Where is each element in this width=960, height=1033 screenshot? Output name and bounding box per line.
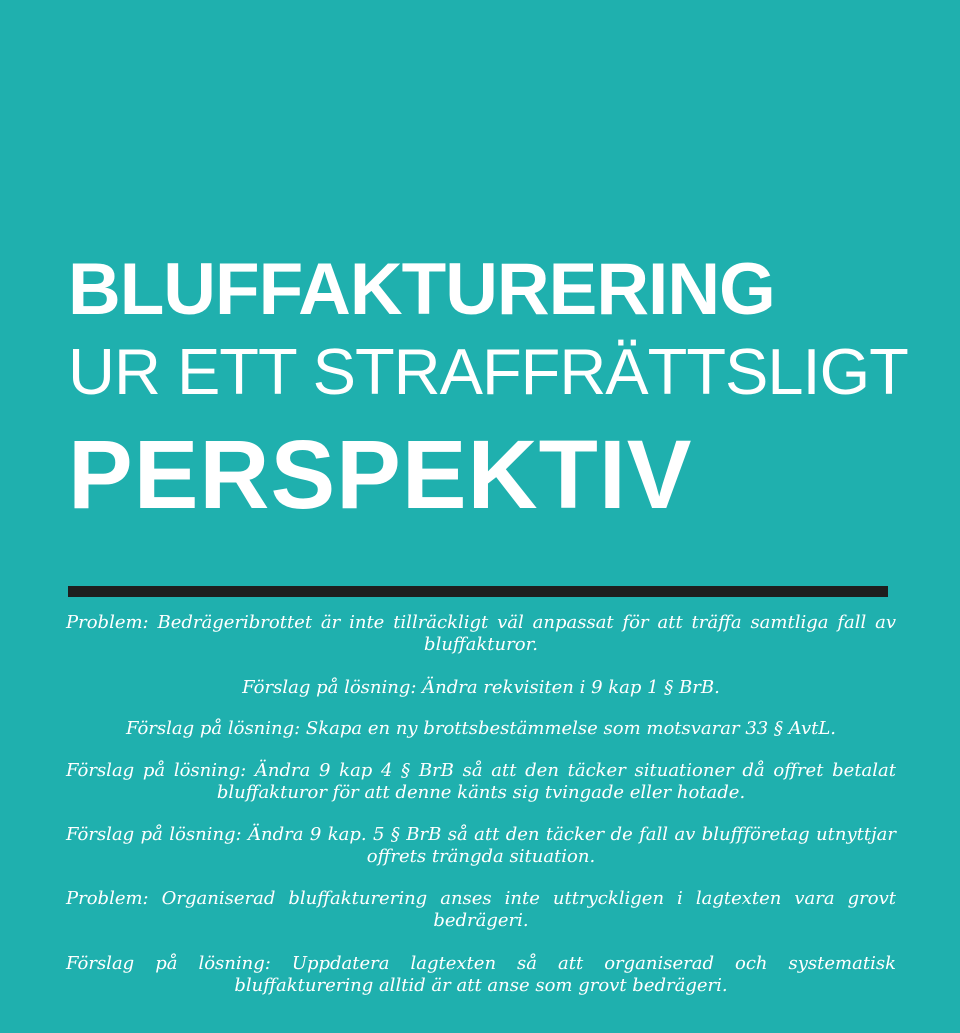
title-line-2: UR ETT STRAFFRÄTTSLIGT <box>68 335 908 408</box>
title-block <box>68 248 908 538</box>
divider-rule <box>68 586 888 597</box>
paragraph-problem-1: Problem: Bedrägeribrottet är inte tillräckligt väl anpassat för att träffa samtliga fall av bluffakturor. <box>66 612 896 655</box>
title-line-3: PERSPEKTIV <box>68 420 693 529</box>
paragraph-proposal-4: Förslag på lösning: Ändra 9 kap. 5 § BrB så att den täcker de fall av bluffföretag utnyttjar offrets trängda situation. <box>66 824 896 867</box>
paragraph-proposal-3: Förslag på lösning: Ändra 9 kap 4 § BrB så att den täcker situationer då offret betalat bluffakturor för att denne känts sig tvingade eller hotade. <box>66 760 896 803</box>
paragraph-proposal-2: Förslag på lösning: Skapa en ny brottsbestämmelse som motsvarar 33 § AvtL. <box>125 718 837 739</box>
summary-text <box>66 612 896 997</box>
paragraph-problem-2: Problem: Organiserad bluffakturering anses inte uttryckligen i lagtexten vara grovt bedrägeri. <box>66 888 896 931</box>
paragraph-proposal-1: Förslag på lösning: Ändra rekvisiten i 9 kap 1 § BrB. <box>242 677 720 698</box>
title-line-1: BLUFFAKTURERING <box>68 249 775 330</box>
paragraph-proposal-5: Förslag på lösning: Uppdatera lagtexten så att organiserad och systematisk bluffakturering alltid är att anse som grovt bedrägeri. <box>66 953 896 996</box>
